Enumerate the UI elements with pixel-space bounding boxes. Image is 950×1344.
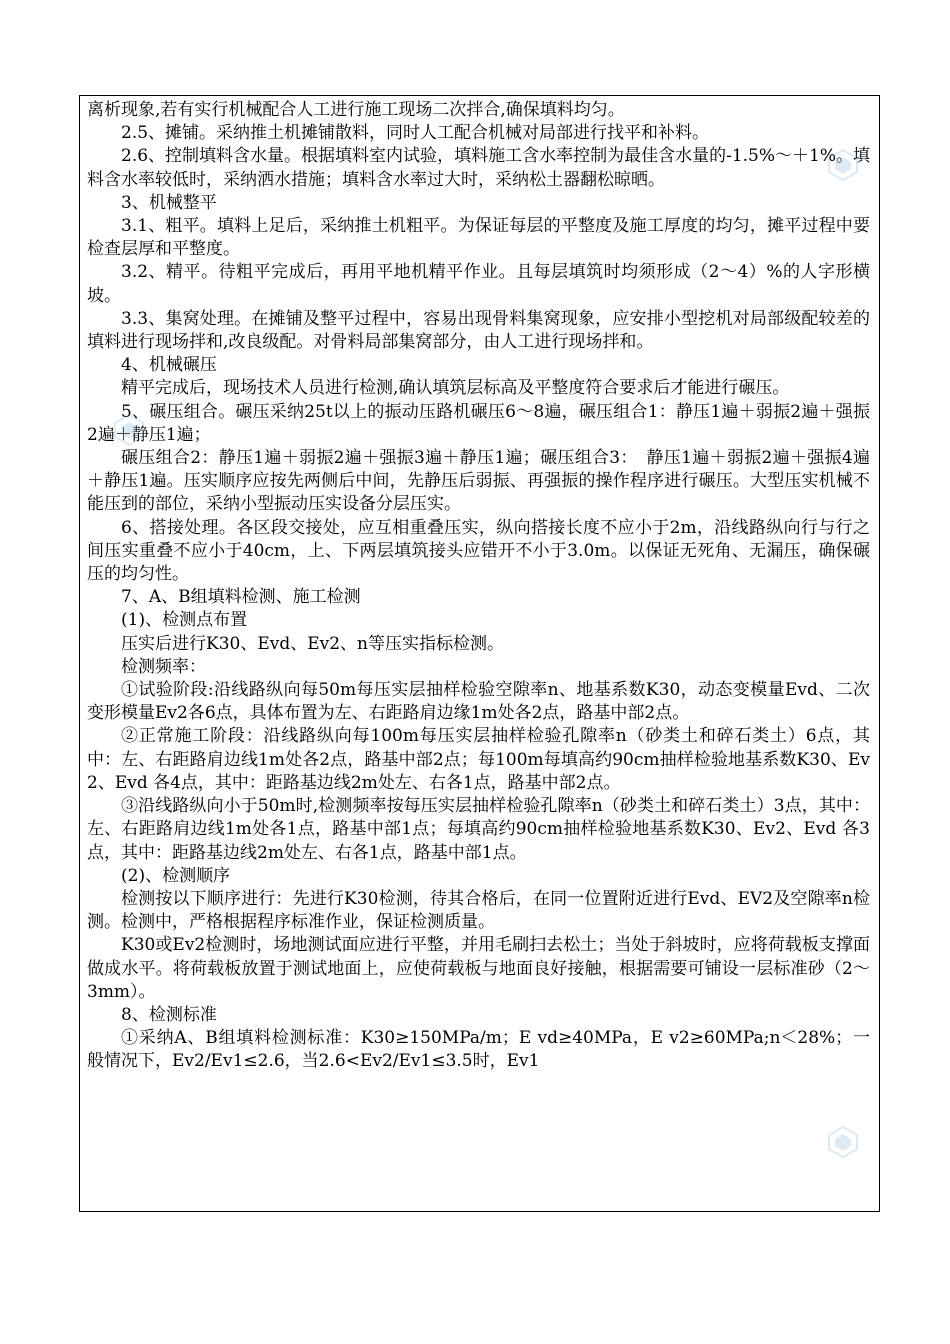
paragraph: 3、机械整平 [121, 192, 217, 213]
paragraph: 压实后进行K30、Evd、Ev2、n等压实指标检测。 [121, 633, 505, 654]
paragraph: ②正常施工阶段：沿线路纵向每100m每压实层抽样检验孔隙率n（砂类土和碎石类土）6点，其中：左、右距路肩边线1m处各2点，路基中部2点；每100m每填高约90cm抽样检验地基系数K30、Ev2、Evd 各4点，其中：距路基边线2m处左、右各1点，路基中部2点。 [87, 726, 870, 793]
paragraph: (1)、检测点布置 [121, 610, 248, 631]
paragraph: 检测按以下顺序进行：先进行K30检测，待其合格后，在同一位置附近进行Evd、EV2及空隙率n检测。检测中，严格根据程序标准作业，保证检测质量。 [87, 888, 870, 933]
paragraph: 3.1、粗平。填料上足后，采纳推土机粗平。为保证每层的平整度及施工厚度的均匀，摊平过程中要检查层厚和平整度。 [87, 216, 870, 260]
paragraph: 检测频率： [121, 656, 206, 677]
paragraph: 6、搭接处理。各区段交接处，应互相重叠压实，纵向搭接长度不应小于2m，沿线路纵向行与行之间压实重叠不应小于40cm，上、下两层填筑接头应错开不小于3.0m。以保证无死角、无漏压，确保碾压的均匀性。 [87, 517, 870, 585]
paragraph: (2)、检测顺序 [121, 865, 231, 886]
document-body [79, 95, 880, 1212]
paragraph: 碾压组合2：静压1遍＋弱振2遍＋强振3遍＋静压1遍；碾压组合3： 静压1遍＋弱振2遍＋强振4遍＋静压1遍。压实顺序应按先两侧后中间，先静压后弱振、再强振的操作程序进行碾压。大型压实机械不能压到的部位，采纳小型振动压实设备分层压实。 [87, 448, 870, 515]
paragraph: 3.2、精平。待粗平完成后，再用平地机精平作业。且每层填筑时均须形成（2～4）%的人字形横坡。 [87, 262, 870, 306]
paragraph: 离析现象,若有实行机械配合人工进行施工现场二次拌合,确保填料均匀。 [87, 100, 625, 120]
paragraph: 2.6、控制填料含水量。根据填料室内试验，填料施工含水率控制为最佳含水量的-1.5%～＋1%。填料含水率较低时，采纳洒水措施；填料含水率过大时，采纳松土器翻松晾晒。 [87, 146, 870, 190]
paragraph: ①采纳A、B组填料检测标准：K30≥150MPa/m；E vd≥40MPa，E v2≥60MPa;n＜28%；一般情况下，Ev2/Ev1≤2.6，当2.6<Ev2/Ev1≤3.5时，Ev1 [87, 1028, 870, 1072]
paragraph: 2.5、摊铺。采纳推土机摊铺散料，同时人工配合机械对局部进行找平和补料。 [121, 123, 710, 144]
paragraph: ①试验阶段:沿线路纵向每50m每压实层抽样检验空隙率n、地基系数K30，动态变模量Evd、二次变形模量Ev2各6点，具体布置为左、右距路肩边缘1m处各2点，路基中部2点。 [87, 680, 870, 724]
paragraph: ③沿线路纵向小于50m时,检测频率按每压实层抽样检验孔隙率n（砂类土和碎石类土）3点，其中：左、右距路肩边线1m处各1点，路基中部1点；每填高约90cm抽样检验地基系数K30、Ev2、Evd 各3点，其中：距路基边线2m处左、右各1点，路基中部1点。 [87, 796, 870, 863]
paragraph: 精平完成后，现场技术人员进行检测,确认填筑层标高及平整度符合要求后才能进行碾压。 [121, 378, 790, 399]
paragraph: 8、检测标准 [121, 1004, 217, 1025]
paragraph: 4、机械碾压 [121, 355, 217, 376]
paragraph: 7、A、B组填料检测、施工检测 [121, 587, 361, 608]
paragraph: K30或Ev2检测时，场地测试面应进行平整，并用毛刷扫去松土；当处于斜坡时，应将荷载板支撑面做成水平。将荷载板放置于测试地面上，应使荷载板与地面良好接触，根据需要可铺设一层标准砂（2～3mm）。 [87, 935, 870, 1002]
paragraph: 3.3、集窝处理。在摊铺及整平过程中，容易出现骨料集窝现象，应安排小型挖机对局部级配较差的填料进行现场拌和,改良级配。对骨料局部集窝部分，由人工进行现场拌和。 [87, 308, 870, 353]
paragraph: 5、碾压组合。碾压采纳25t以上的振动压路机碾压6～8遍，碾压组合1：静压1遍＋弱振2遍＋强振2遍＋静压1遍； [87, 401, 870, 445]
